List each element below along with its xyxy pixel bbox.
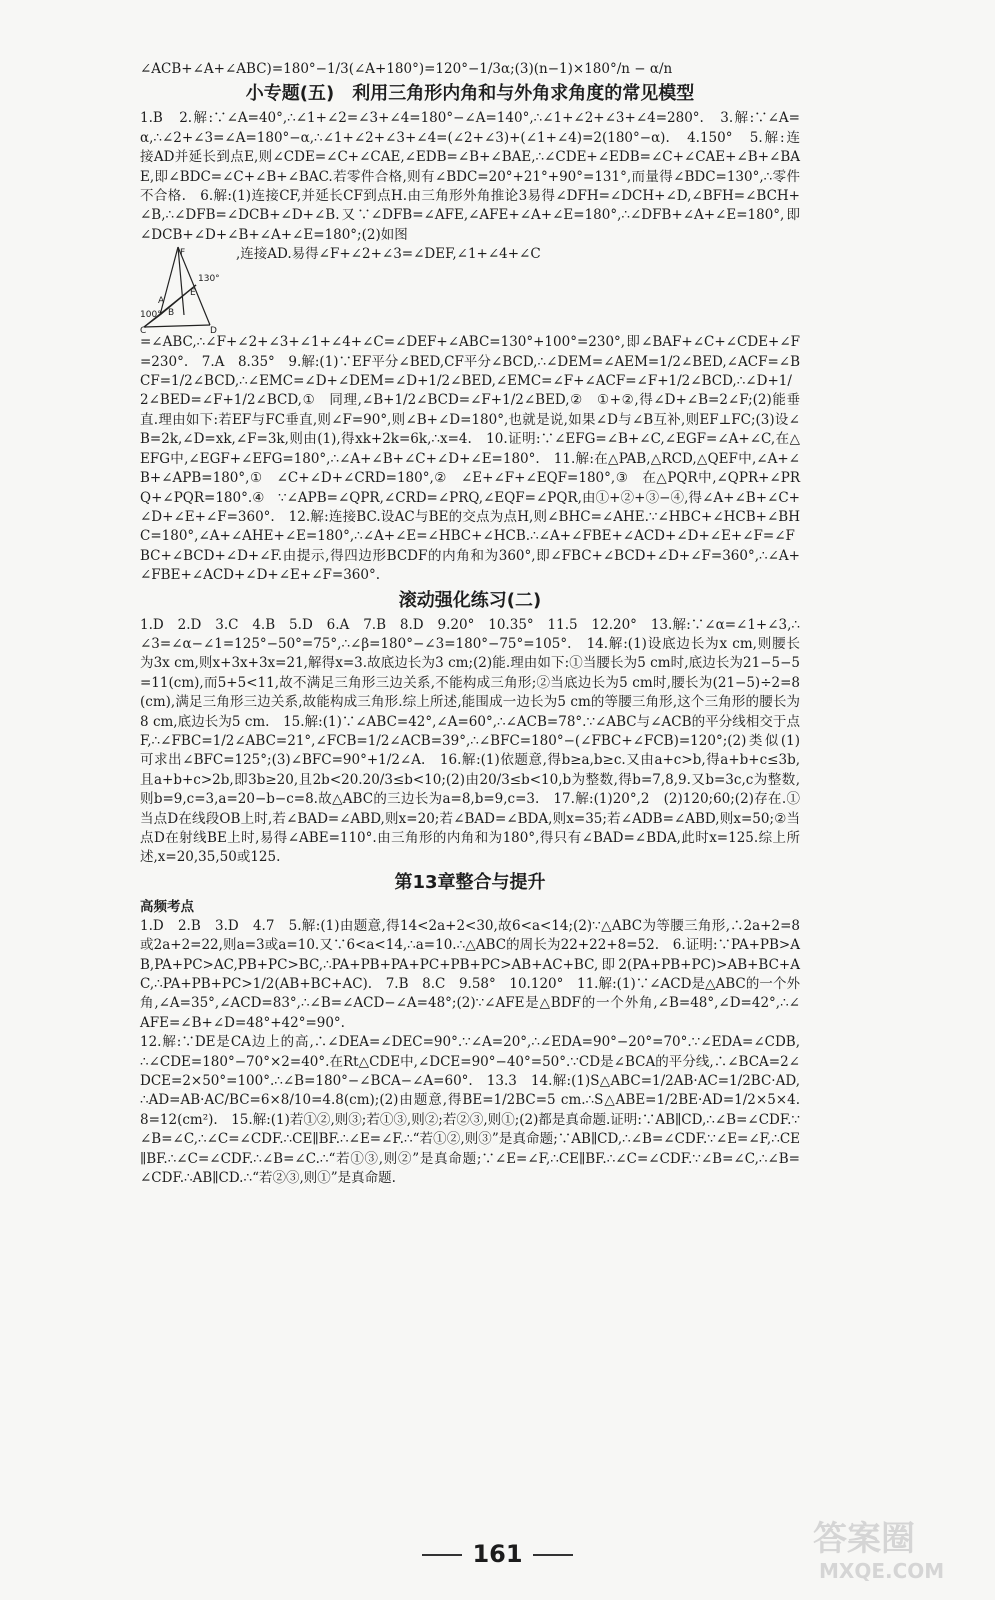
figure-line bbox=[140, 245, 800, 333]
watermark-line1: 答案圈 bbox=[813, 1519, 915, 1559]
page-number-right-dash bbox=[533, 1554, 573, 1556]
fig-label-e: E bbox=[190, 288, 196, 299]
subtitle-high-frequency: 高频考点 bbox=[140, 898, 194, 915]
page-number-text: 161 bbox=[472, 1540, 523, 1568]
geometry-figure bbox=[140, 245, 224, 333]
watermark-logo bbox=[807, 1506, 977, 1586]
fig-label-d: D bbox=[210, 326, 217, 334]
fig-label-100: 100° bbox=[140, 310, 162, 321]
fig-label-130: 130° bbox=[198, 274, 220, 285]
top-line: ∠ACB+∠A+∠ABC)=180°−1/3(∠A+180°)=120°−1/3α;(3)(n−1)×180°/n − α/n bbox=[140, 61, 673, 77]
page-number-left-dash bbox=[422, 1554, 462, 1556]
fig-label-b: B bbox=[168, 308, 175, 319]
section3-paragraph-2: 12.解:∵DE是CA边上的高,∴∠DEA=∠DEC=90°.∵∠A=20°,∴∠EDA=90°−20°=70°.∵∠EDA=∠CDB,∴∠CDE=180°−70°×2=40°.在Rt△CDE中,∠DCE=90°−40°=50°.∵CD是∠BCA的平分线,∴∠BCA=2∠DCE=2×50°=100°.∴∠B=180°−∠BCA−∠A=60°. 13.3 14.解:(1)S△ABC=1/2AB·AC=1/2BC·AD,∴AD=AB·AC/BC=6×8/10=4.8(cm);(2)由题意,得BE=1/2BC=5 cm.∴S△ABE=1/2BE·AD=1/2×5×4.8=12(cm²). 15.解:(1)若①②,则③;若①③,则②;若②③,则①;(2)都是真命题.证明:∵AB∥CD,∴∠B=∠CDF.∵∠B=∠C,∴∠C=∠CDF.∴CE∥BF.∴∠E=∠F.∴“若①②,则③”是真命题;∵AB∥CD,∴∠B=∠CDF.∵∠E=∠F,∴CE∥BF.∴∠C=∠CDF.∴∠B=∠C.∴“若①③,则②”是真命题;∵∠E=∠F,∴CE∥BF.∴∠C=∠CDF.∵∠B=∠C,∴∠B=∠CDF.∴AB∥CD.∴“若②③,则①”是真命题. bbox=[140, 1034, 800, 1187]
section1-paragraph-1: 1.B 2.解:∵∠A=40°,∴∠1+∠2=∠3+∠4=180°−∠A=140°,∴∠1+∠2+∠3+∠4=280°. 3.解:∵∠A=α,∴∠2+∠3=∠A=180°−α,∴∠1+∠2+∠3+∠4=(∠2+∠3)+(∠1+∠4)=2(180°−α). 4.150° 5.解:连接AD并延长到点E,则∠CDE=∠C+∠CAE,∠EDB=∠B+∠BAE,∴∠CDE+∠EDB=∠C+∠CAE+∠B+∠BAE,即∠BDC=∠C+∠B+∠BAC.若零件合格,则有∠BDC=20°+21°+90°=131°,而量得∠BDC=130°,∴零件不合格. 6.解:(1)连接CF,并延长CF到点H.由三角形外角推论3易得∠DFH=∠DCH+∠D,∠BFH=∠BCH+∠B,∴∠DFB=∠DCB+∠D+∠B.又∵∠DFB=∠AFE,∠AFE+∠A+∠E=180°,∴∠DFB+∠A+∠E=180°,即∠DCB+∠D+∠B+∠A+∠E=180°;(2)如图 bbox=[140, 110, 800, 243]
section1-figure-caption: ,连接AD.易得∠F+∠2+∠3=∠DEF,∠1+∠4+∠C bbox=[236, 246, 541, 263]
section1-figure-row bbox=[140, 109, 800, 245]
section3-paragraph-1: 1.D 2.B 3.D 4.7 5.解:(1)由题意,得14<2a+2<30,故6<a<14;(2)∵△ABC为等腰三角形,∴2a+2=8或2a+2=22,则a=3或a=10.又∵6<a<14,∴a=10.∴△ABC的周长为22+22+8=52. 6.证明:∵PA+PB>AB,PA+PC>AC,PB+PC>BC,∴PA+PB+PA+PC+PB+PC>AB+AC+BC,即2(PA+PB+PC)>AB+BC+AC,∴PA+PB+PC>1/2(AB+BC+AC). 7.B 8.C 9.58° 10.120° 11.解:(1)∵∠ACD是△ABC的一个外角,∠A=35°,∠ACD=83°,∴∠B=∠ACD−∠A=48°;(2)∵∠AFE是△BDF的一个外角,∠B=48°,∠D=42°,∴∠AFE=∠B+∠D=48°+42°=90°. bbox=[140, 917, 800, 1031]
watermark-line2: MXQE.COM bbox=[819, 1559, 945, 1583]
section-title-special-topic-5: 小专题(五) 利用三角形内角和与外角求角度的常见模型 bbox=[245, 83, 695, 105]
section2-paragraph-1: 1.D 2.D 3.C 4.B 5.D 6.A 7.B 8.D 9.20° 10.35° 11.5 12.20° 13.解:∵∠α=∠1+∠3,∴∠3=∠α−∠1=125°−50°=75°,∴∠β=180°−∠3=180°−75°=105°. 14.解:(1)设底边长为x cm,则腰长为3x cm,则x+3x+3x=21,解得x=3.故底边长为3 cm;(2)能.理由如下:①当腰长为5 cm时,底边长为21−5−5=11(cm),而5+5<11,故不满足三角形三边关系,不能构成三角形;②当底边长为5 cm时,腰长为(21−5)÷2=8(cm),满足三角形三边关系,故能构成三角形.综上所述,能围成一边长为5 cm的等腰三角形,这个三角形的腰长为8 cm,底边长为5 cm. 15.解:(1)∵∠ABC=42°,∠A=60°,∴∠ACB=78°.∵∠ABC与∠ACB的平分线相交于点F,∴∠FBC=1/2∠ABC=21°,∠FCB=1/2∠ACB=39°,∴∠BFC=180°−(∠FBC+∠FCB)=120°;(2)类似(1)可求出∠BFC=125°;(3)∠BFC=90°+1/2∠A. 16.解:(1)依题意,得b≥a,b≥c.又由a+c>b,得a+b+c≤3b,且a+b+c>2b,即3b≥20,且2b<20.20/3≤b<10;(2)由20/3≤b<10,b为整数,得b=7,8,9.又b=3c,c为整数,则b=9,c=3,a=20−b−c=8.故△ABC的三边长为a=8,b=9,c=3. 17.解:(1)20°,2 (2)120;60;(2)存在.①当点D在线段OB上时,若∠BAD=∠ABD,则x=20;若∠BAD=∠BDA,则x=35;若∠ADB=∠ABD,则x=50;②当点D在射线BE上时,易得∠ABE=110°.由三角形的内角和为180°,得只有∠BAD=∠BDA,此时x=125.综上所述,x=20,35,50或125. bbox=[140, 616, 800, 866]
section-title-rolling-practice-2: 滚动强化练习(二) bbox=[398, 589, 542, 611]
fig-label-c: C bbox=[140, 326, 147, 334]
section1-paragraph-2: =∠ABC,∴∠F+∠2+∠3+∠1+∠4+∠C=∠DEF+∠ABC=130°+100°=230°,即∠BAF+∠C+∠CDE+∠F=230°. 7.A 8.35° 9.解:(1)∵EF平分∠BED,CF平分∠BCD,∴∠DEM=∠AEM=1/2∠BED,∠ACF=∠BCF=1/2∠BCD,∴∠EMC=∠D+∠DEM=∠D+1/2∠BED,∠EMC=∠F+∠ACF=∠F+1/2∠BCD,∴∠D+1/2∠BED=∠F+1/2∠BCD,① 同理,∠B+1/2∠BCD=∠F+1/2∠BED,② ①+②,得∠D+∠B=2∠F;(2)能垂直.理由如下:若EF与FC垂直,则∠F=90°,则∠B+∠D=180°,也就是说,如果∠D与∠B互补,则EF⊥FC;(3)设∠B=2k,∠D=xk,∠F=3k,则由(1),得xk+2k=6k,∴x=4. 10.证明:∵∠EFG=∠B+∠C,∠EGF=∠A+∠C,在△EFG中,∠EGF+∠EFG=180°,∴∠A+∠B+∠C+∠D+∠E=180°. 11.解:在△PAB,△RCD,△QEF中,∠A+∠B+∠APB=180°,① ∠C+∠D+∠CRD=180°,② ∠E+∠F+∠EQF=180°,③ 在△PQR中,∠QPR+∠PRQ+∠PQR=180°.④ ∵∠APB=∠QPR,∠CRD=∠PRQ,∠EQF=∠PQR,由①+②+③−④,得∠A+∠B+∠C+∠D+∠E+∠F=360°. 12.解:连接BC.设AC与BE的交点为点H,则∠BHC=∠AHE.∵∠HBC+∠HCB+∠BHC=180°,∠A+∠AHE+∠E=180°,∴∠A+∠E=∠HBC+∠HCB.∴∠A+∠FBE+∠ACD+∠D+∠E+∠F=∠FBC+∠BCD+∠D+∠F.由提示,得四边形BCDF的内角和为360°,即∠FBC+∠BCD+∠D+∠F=360°,∴∠A+∠FBE+∠ACD+∠D+∠E+∠F=360°. bbox=[140, 334, 800, 584]
section-title-chapter-13-review: 第13章整合与提升 bbox=[394, 871, 546, 893]
answer-page bbox=[140, 60, 800, 1189]
fig-label-f: F bbox=[180, 248, 186, 259]
fig-label-a: A bbox=[158, 296, 165, 307]
